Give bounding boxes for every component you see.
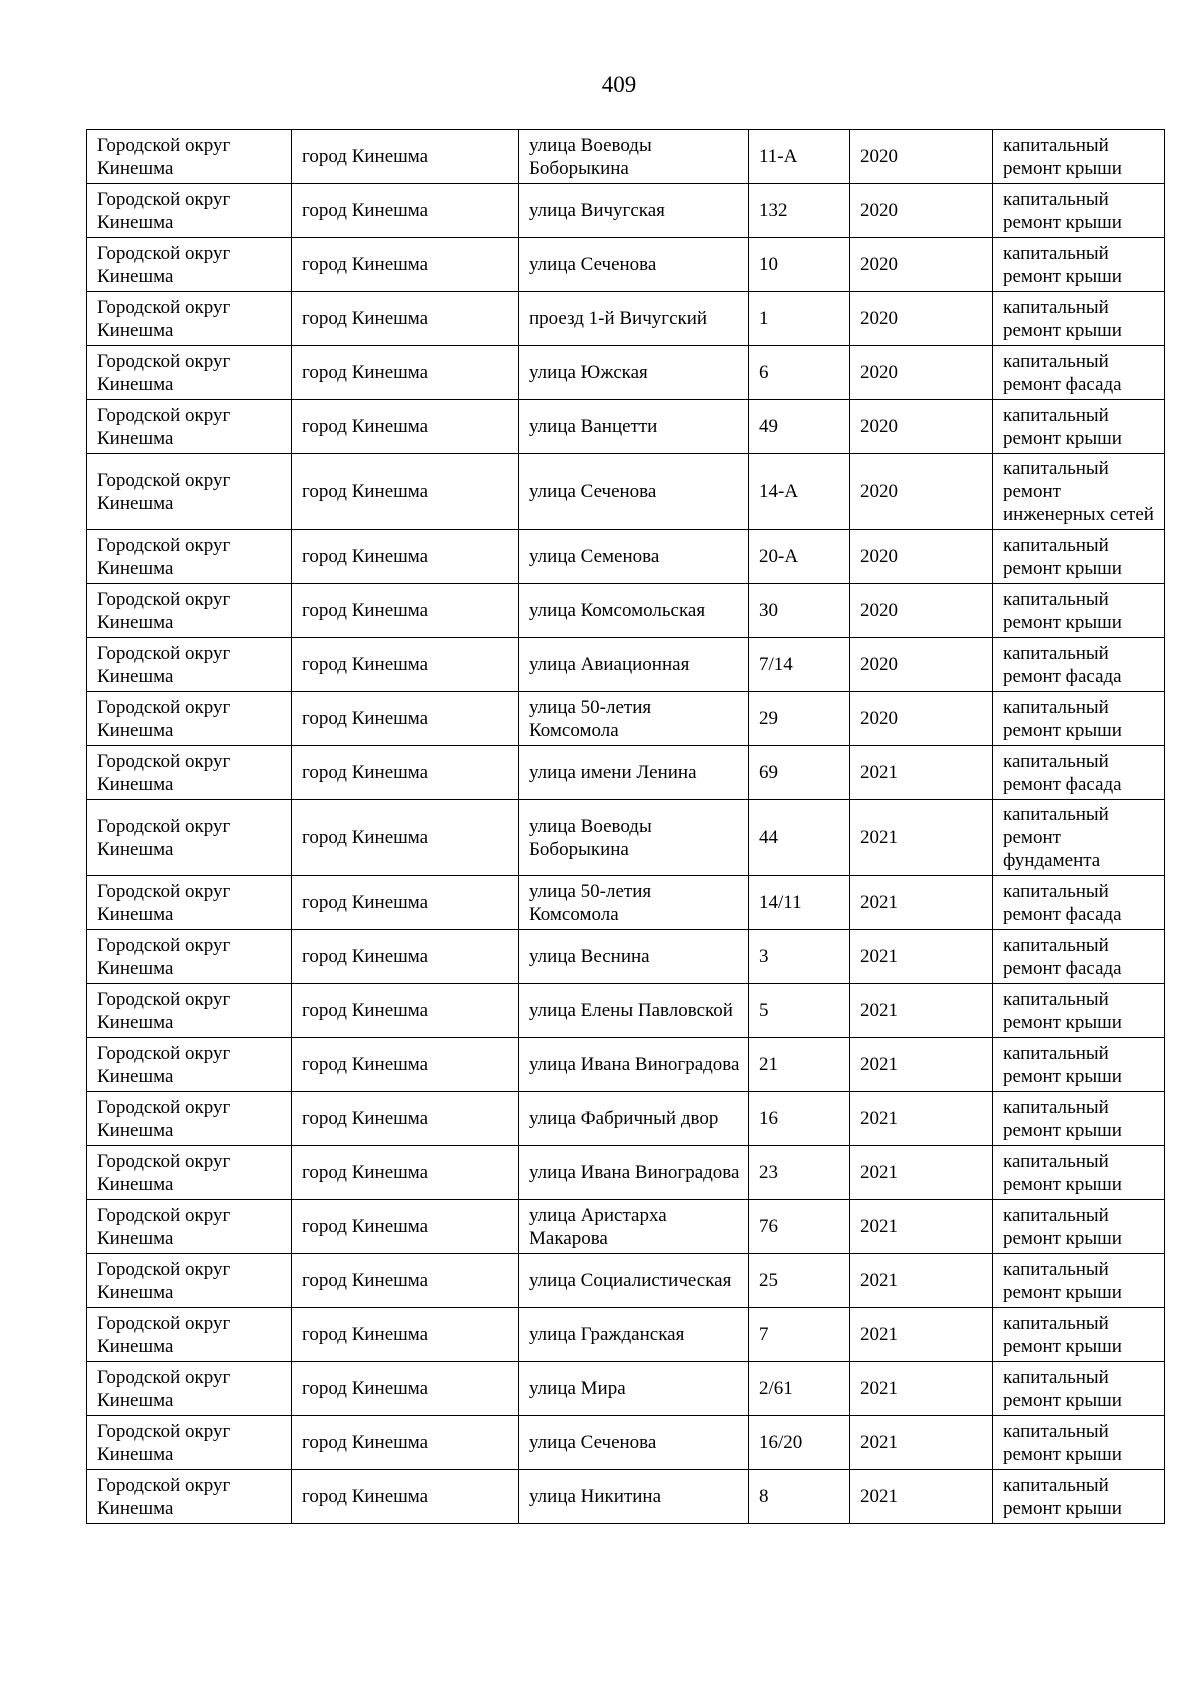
house-number-cell: 21 bbox=[749, 1038, 850, 1092]
year-cell: 2021 bbox=[850, 1470, 993, 1524]
district-cell: Городской округ Кинешма bbox=[87, 530, 292, 584]
house-number-cell: 11-А bbox=[749, 130, 850, 184]
house-number-cell: 29 bbox=[749, 692, 850, 746]
district-cell: Городской округ Кинешма bbox=[87, 454, 292, 530]
table-row bbox=[87, 1416, 1165, 1470]
house-number-cell: 6 bbox=[749, 346, 850, 400]
work-type-cell: капитальный ремонт фундамента bbox=[993, 800, 1165, 876]
street-cell: улица Мира bbox=[519, 1362, 749, 1416]
locality-cell: город Кинешма bbox=[292, 876, 519, 930]
district-cell: Городской округ Кинешма bbox=[87, 292, 292, 346]
locality-cell: город Кинешма bbox=[292, 184, 519, 238]
table-row bbox=[87, 1146, 1165, 1200]
street-cell: улица Елены Павловской bbox=[519, 984, 749, 1038]
table-row bbox=[87, 584, 1165, 638]
street-cell: улица Сеченова bbox=[519, 454, 749, 530]
locality-cell: город Кинешма bbox=[292, 1308, 519, 1362]
table-row bbox=[87, 930, 1165, 984]
house-number-cell: 3 bbox=[749, 930, 850, 984]
house-number-cell: 16/20 bbox=[749, 1416, 850, 1470]
year-cell: 2021 bbox=[850, 746, 993, 800]
locality-cell: город Кинешма bbox=[292, 1362, 519, 1416]
table-row bbox=[87, 692, 1165, 746]
locality-cell: город Кинешма bbox=[292, 454, 519, 530]
locality-cell: город Кинешма bbox=[292, 1092, 519, 1146]
house-number-cell: 69 bbox=[749, 746, 850, 800]
locality-cell: город Кинешма bbox=[292, 984, 519, 1038]
work-type-cell: капитальный ремонт крыши bbox=[993, 238, 1165, 292]
district-cell: Городской округ Кинешма bbox=[87, 1092, 292, 1146]
district-cell: Городской округ Кинешма bbox=[87, 746, 292, 800]
year-cell: 2021 bbox=[850, 1362, 993, 1416]
work-type-cell: капитальный ремонт крыши bbox=[993, 1470, 1165, 1524]
table-row bbox=[87, 454, 1165, 530]
work-type-cell: капитальный ремонт инженерных сетей bbox=[993, 454, 1165, 530]
street-cell: улица имени Ленина bbox=[519, 746, 749, 800]
work-type-cell: капитальный ремонт крыши bbox=[993, 1362, 1165, 1416]
house-number-cell: 7/14 bbox=[749, 638, 850, 692]
year-cell: 2021 bbox=[850, 1254, 993, 1308]
district-cell: Городской округ Кинешма bbox=[87, 1146, 292, 1200]
house-number-cell: 14/11 bbox=[749, 876, 850, 930]
table-row bbox=[87, 1092, 1165, 1146]
registry-table-body bbox=[87, 130, 1165, 1524]
district-cell: Городской округ Кинешма bbox=[87, 400, 292, 454]
work-type-cell: капитальный ремонт крыши bbox=[993, 530, 1165, 584]
street-cell: улица Авиационная bbox=[519, 638, 749, 692]
work-type-cell: капитальный ремонт крыши bbox=[993, 692, 1165, 746]
work-type-cell: капитальный ремонт фасада bbox=[993, 930, 1165, 984]
locality-cell: город Кинешма bbox=[292, 692, 519, 746]
house-number-cell: 49 bbox=[749, 400, 850, 454]
table-row bbox=[87, 984, 1165, 1038]
table-row bbox=[87, 1038, 1165, 1092]
district-cell: Городской округ Кинешма bbox=[87, 1038, 292, 1092]
work-type-cell: капитальный ремонт крыши bbox=[993, 1146, 1165, 1200]
street-cell: улица 50-летия Комсомола bbox=[519, 692, 749, 746]
district-cell: Городской округ Кинешма bbox=[87, 1362, 292, 1416]
house-number-cell: 44 bbox=[749, 800, 850, 876]
year-cell: 2021 bbox=[850, 1092, 993, 1146]
work-type-cell: капитальный ремонт крыши bbox=[993, 1416, 1165, 1470]
house-number-cell: 5 bbox=[749, 984, 850, 1038]
work-type-cell: капитальный ремонт фасада bbox=[993, 746, 1165, 800]
repair-registry-table bbox=[86, 129, 1165, 1524]
house-number-cell: 76 bbox=[749, 1200, 850, 1254]
table-row bbox=[87, 530, 1165, 584]
house-number-cell: 20-А bbox=[749, 530, 850, 584]
street-cell: улица Сеченова bbox=[519, 238, 749, 292]
year-cell: 2021 bbox=[850, 1416, 993, 1470]
work-type-cell: капитальный ремонт крыши bbox=[993, 584, 1165, 638]
district-cell: Городской округ Кинешма bbox=[87, 346, 292, 400]
house-number-cell: 2/61 bbox=[749, 1362, 850, 1416]
work-type-cell: капитальный ремонт фасада bbox=[993, 346, 1165, 400]
work-type-cell: капитальный ремонт крыши bbox=[993, 400, 1165, 454]
district-cell: Городской округ Кинешма bbox=[87, 1470, 292, 1524]
work-type-cell: капитальный ремонт крыши bbox=[993, 1038, 1165, 1092]
work-type-cell: капитальный ремонт крыши bbox=[993, 1092, 1165, 1146]
street-cell: улица Социалистическая bbox=[519, 1254, 749, 1308]
table-row bbox=[87, 400, 1165, 454]
table-row bbox=[87, 1254, 1165, 1308]
house-number-cell: 132 bbox=[749, 184, 850, 238]
year-cell: 2020 bbox=[850, 530, 993, 584]
district-cell: Городской округ Кинешма bbox=[87, 800, 292, 876]
work-type-cell: капитальный ремонт крыши bbox=[993, 1308, 1165, 1362]
table-row bbox=[87, 184, 1165, 238]
work-type-cell: капитальный ремонт крыши bbox=[993, 1254, 1165, 1308]
street-cell: улица Воеводы Боборыкина bbox=[519, 800, 749, 876]
work-type-cell: капитальный ремонт крыши bbox=[993, 292, 1165, 346]
year-cell: 2020 bbox=[850, 346, 993, 400]
year-cell: 2020 bbox=[850, 638, 993, 692]
table-row bbox=[87, 800, 1165, 876]
street-cell: улица Семенова bbox=[519, 530, 749, 584]
house-number-cell: 8 bbox=[749, 1470, 850, 1524]
table-row bbox=[87, 292, 1165, 346]
table-row bbox=[87, 346, 1165, 400]
locality-cell: город Кинешма bbox=[292, 930, 519, 984]
table-row bbox=[87, 130, 1165, 184]
district-cell: Городской округ Кинешма bbox=[87, 584, 292, 638]
district-cell: Городской округ Кинешма bbox=[87, 930, 292, 984]
house-number-cell: 16 bbox=[749, 1092, 850, 1146]
street-cell: улица Гражданская bbox=[519, 1308, 749, 1362]
table-row bbox=[87, 638, 1165, 692]
district-cell: Городской округ Кинешма bbox=[87, 1254, 292, 1308]
locality-cell: город Кинешма bbox=[292, 400, 519, 454]
street-cell: улица Сеченова bbox=[519, 1416, 749, 1470]
year-cell: 2020 bbox=[850, 238, 993, 292]
district-cell: Городской округ Кинешма bbox=[87, 638, 292, 692]
district-cell: Городской округ Кинешма bbox=[87, 238, 292, 292]
table-row bbox=[87, 1308, 1165, 1362]
house-number-cell: 23 bbox=[749, 1146, 850, 1200]
locality-cell: город Кинешма bbox=[292, 1038, 519, 1092]
year-cell: 2021 bbox=[850, 800, 993, 876]
district-cell: Городской округ Кинешма bbox=[87, 692, 292, 746]
table-row bbox=[87, 1362, 1165, 1416]
work-type-cell: капитальный ремонт крыши bbox=[993, 130, 1165, 184]
table-row bbox=[87, 746, 1165, 800]
street-cell: улица Ивана Виноградова bbox=[519, 1038, 749, 1092]
year-cell: 2021 bbox=[850, 1308, 993, 1362]
locality-cell: город Кинешма bbox=[292, 746, 519, 800]
locality-cell: город Кинешма bbox=[292, 346, 519, 400]
district-cell: Городской округ Кинешма bbox=[87, 984, 292, 1038]
year-cell: 2020 bbox=[850, 400, 993, 454]
district-cell: Городской округ Кинешма bbox=[87, 876, 292, 930]
table-row bbox=[87, 1470, 1165, 1524]
street-cell: улица Фабричный двор bbox=[519, 1092, 749, 1146]
street-cell: улица Ивана Виноградова bbox=[519, 1146, 749, 1200]
house-number-cell: 30 bbox=[749, 584, 850, 638]
locality-cell: город Кинешма bbox=[292, 638, 519, 692]
locality-cell: город Кинешма bbox=[292, 292, 519, 346]
locality-cell: город Кинешма bbox=[292, 1470, 519, 1524]
year-cell: 2021 bbox=[850, 984, 993, 1038]
locality-cell: город Кинешма bbox=[292, 1200, 519, 1254]
work-type-cell: капитальный ремонт крыши bbox=[993, 984, 1165, 1038]
house-number-cell: 1 bbox=[749, 292, 850, 346]
street-cell: улица Аристарха Макарова bbox=[519, 1200, 749, 1254]
house-number-cell: 25 bbox=[749, 1254, 850, 1308]
district-cell: Городской округ Кинешма bbox=[87, 1416, 292, 1470]
street-cell: улица Никитина bbox=[519, 1470, 749, 1524]
table-row bbox=[87, 238, 1165, 292]
year-cell: 2021 bbox=[850, 876, 993, 930]
locality-cell: город Кинешма bbox=[292, 1254, 519, 1308]
year-cell: 2021 bbox=[850, 1200, 993, 1254]
street-cell: улица Южская bbox=[519, 346, 749, 400]
year-cell: 2020 bbox=[850, 454, 993, 530]
house-number-cell: 7 bbox=[749, 1308, 850, 1362]
year-cell: 2020 bbox=[850, 184, 993, 238]
work-type-cell: капитальный ремонт крыши bbox=[993, 184, 1165, 238]
district-cell: Городской округ Кинешма bbox=[87, 1200, 292, 1254]
locality-cell: город Кинешма bbox=[292, 1416, 519, 1470]
year-cell: 2021 bbox=[850, 930, 993, 984]
district-cell: Городской округ Кинешма bbox=[87, 130, 292, 184]
street-cell: улица 50-летия Комсомола bbox=[519, 876, 749, 930]
street-cell: улица Ванцетти bbox=[519, 400, 749, 454]
year-cell: 2020 bbox=[850, 130, 993, 184]
locality-cell: город Кинешма bbox=[292, 584, 519, 638]
table-row bbox=[87, 876, 1165, 930]
locality-cell: город Кинешма bbox=[292, 530, 519, 584]
street-cell: улица Вичугская bbox=[519, 184, 749, 238]
locality-cell: город Кинешма bbox=[292, 800, 519, 876]
table-row bbox=[87, 1200, 1165, 1254]
house-number-cell: 10 bbox=[749, 238, 850, 292]
locality-cell: город Кинешма bbox=[292, 238, 519, 292]
year-cell: 2020 bbox=[850, 692, 993, 746]
street-cell: улица Комсомольская bbox=[519, 584, 749, 638]
year-cell: 2020 bbox=[850, 584, 993, 638]
street-cell: улица Воеводы Боборыкина bbox=[519, 130, 749, 184]
district-cell: Городской округ Кинешма bbox=[87, 184, 292, 238]
locality-cell: город Кинешма bbox=[292, 130, 519, 184]
work-type-cell: капитальный ремонт фасада bbox=[993, 638, 1165, 692]
work-type-cell: капитальный ремонт фасада bbox=[993, 876, 1165, 930]
house-number-cell: 14-А bbox=[749, 454, 850, 530]
locality-cell: город Кинешма bbox=[292, 1146, 519, 1200]
page-number: 409 bbox=[601, 72, 637, 97]
street-cell: проезд 1-й Вичугский bbox=[519, 292, 749, 346]
year-cell: 2021 bbox=[850, 1038, 993, 1092]
street-cell: улица Веснина bbox=[519, 930, 749, 984]
work-type-cell: капитальный ремонт крыши bbox=[993, 1200, 1165, 1254]
district-cell: Городской округ Кинешма bbox=[87, 1308, 292, 1362]
year-cell: 2021 bbox=[850, 1146, 993, 1200]
year-cell: 2020 bbox=[850, 292, 993, 346]
